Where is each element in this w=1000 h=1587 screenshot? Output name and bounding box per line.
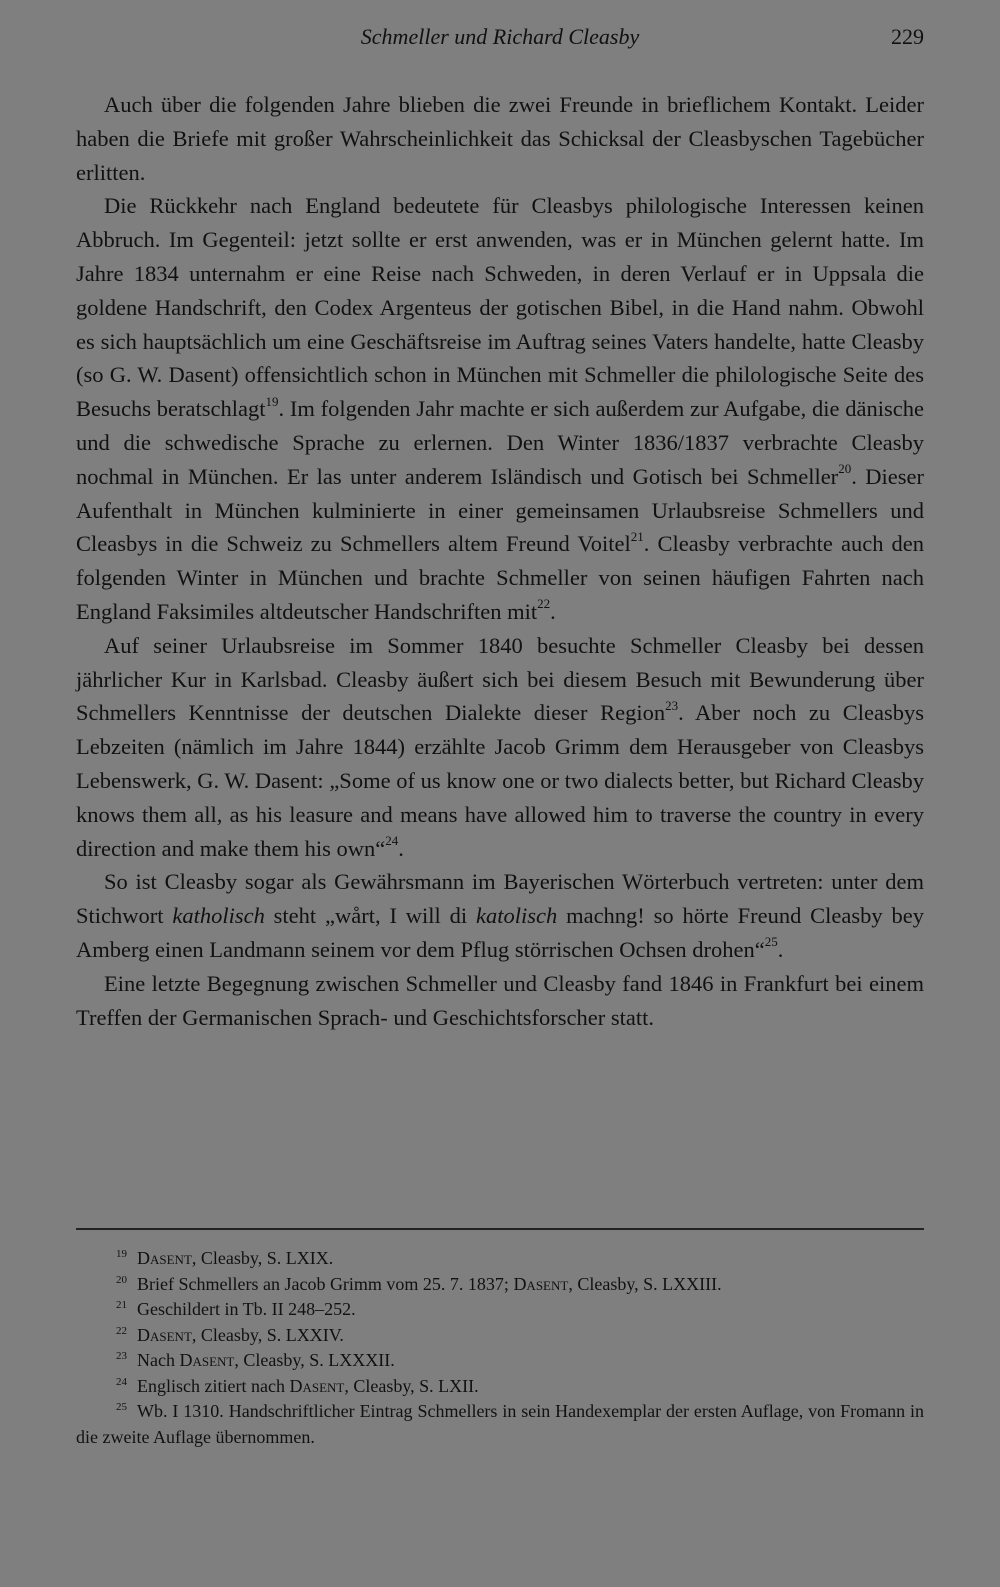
paragraph-text: So ist Cleasby sogar als Gewährsmann im Bayerischen Wörterbuch vertreten: unter dem Stichwort xyxy=(76,869,924,929)
paragraph-text: steht „wårt, I will di xyxy=(264,903,476,929)
paragraph-text: machng! so hörte Freund Cleasby bey Amberg einen Landmann seinem vor dem Pflug störrischen Ochsen drohen“ xyxy=(76,903,924,962)
footnote-ref-19[interactable]: 19 xyxy=(265,393,279,409)
footnote-19: 19 Dasent, Cleasby, S. LXIX. xyxy=(116,1248,334,1268)
footnote-21: 21 Geschildert in Tb. II 248–252. xyxy=(116,1299,356,1319)
footnotes xyxy=(76,1246,924,1450)
footnote-25: 25 Wb. I 1310. Handschriftlicher Eintrag Schmellers in sein Handexemplar der ersten Auflage, von Fromann in die zweite Auflage übernommen. xyxy=(76,1401,924,1447)
paragraph-text: . Im folgenden Jahr machte er sich außerdem zur Aufgabe, die dänische und die schwedische Sprache zu erlernen. Den Winter 1836/1837 verbrachte Cleasby nochmal in München. Er las unter anderem Isländisch und Gotisch bei Schmeller xyxy=(76,396,924,489)
paragraph-text: Die Rückkehr nach England bedeutete für Cleasbys philologische Interessen keinen Abbruch. Im Gegenteil: jetzt sollte er erst anwenden, was er in München gelernt hatte. Im Jahre 1834 unternahm er eine Reise nach Schweden, in deren Verlauf er in Uppsala die goldene Handschrift, den Codex Argenteus der gotischen Bibel, in die Hand nahm. Obwohl es sich hauptsächlich um eine Geschäftsreise im Auftrag seines Vaters handelte, hatte Cleasby (so G. W. Dasent) offensichtlich schon in München mit Schmeller die philologische Seite des Besuchs beratschlagt xyxy=(76,193,924,422)
footnote-ref-20[interactable]: 20 xyxy=(838,461,852,477)
italic-term: katholisch xyxy=(172,903,265,929)
author-name: Dasent xyxy=(137,1324,192,1345)
running-head: Schmeller und Richard Cleasby xyxy=(360,24,640,49)
footnote-text: , Cleasby, S. LXIX. xyxy=(191,1248,334,1268)
paragraph-text: . Cleasby verbrachte auch den folgenden Winter in München und brachte Schmeller von seinen häufigen Fahrten nach England Faksimiles altdeutscher Handschriften mit xyxy=(76,531,924,624)
paragraph-text: . xyxy=(777,936,784,962)
page-header xyxy=(76,24,924,54)
paragraph-text: . xyxy=(398,835,404,861)
footnote-ref-24[interactable]: 24 xyxy=(385,833,399,849)
footnote-text: , Cleasby, S. LXXIII. xyxy=(568,1273,722,1294)
footnote-divider xyxy=(76,1228,924,1230)
footnote-text: Wb. I 1310. Handschriftlicher Eintrag Schmellers in sein Handexemplar der ersten Auflage, von Fromann in die zweite Auflage übernommen. xyxy=(76,1401,924,1447)
footnote-20: 20 Brief Schmellers an Jacob Grimm vom 25. 7. 1837; Dasent, Cleasby, S. LXXIII. xyxy=(116,1273,722,1294)
page-number: 229 xyxy=(891,24,924,49)
author-name: Dasent xyxy=(289,1375,345,1396)
footnote-text: Geschildert in Tb. II 248–252. xyxy=(137,1299,356,1319)
author-name: Dasent xyxy=(179,1350,235,1370)
footnote-ref-21[interactable]: 21 xyxy=(630,528,644,544)
footnote-22: 22 Dasent, Cleasby, S. LXXIV. xyxy=(116,1324,344,1345)
footnote-text: Brief Schmellers an Jacob Grimm vom 25. 7. 1837; xyxy=(137,1273,514,1294)
footnote-text: , Cleasby, S. LXII. xyxy=(344,1375,479,1396)
footnote-ref-25[interactable]: 25 xyxy=(764,934,778,950)
body-text xyxy=(76,88,924,1034)
paragraph-1 xyxy=(76,88,924,189)
paragraph-5 xyxy=(76,967,924,1035)
author-name: Dasent xyxy=(137,1248,192,1268)
paragraph-text: . xyxy=(550,598,556,624)
paragraph-4 xyxy=(76,865,924,966)
footnote-ref-23[interactable]: 23 xyxy=(665,697,679,713)
paragraph-text: . Aber noch zu Cleasbys Lebzeiten (nämlich im Jahre 1844) erzählte Jacob Grimm dem Herausgeber von Cleasbys Lebenswerk, G. W. Dasent: „Some of us know one or two dialects better, but Richard Cleasby knows them all, as his leasure and means have allowed him to traverse the country in every direction and make them his own“ xyxy=(76,700,924,861)
paragraph-text: Eine letzte Begegnung zwischen Schmeller und Cleasby fand 1846 in Frankfurt bei einem Treffen der Germanischen Sprach- und Geschichtsforscher statt. xyxy=(76,970,924,1030)
paragraph-text: . Dieser Aufenthalt in München kulminierte in einer gemeinsamen Urlaubsreise Schmellers und Cleasbys in die Schweiz zu Schmellers altem Freund Voitel xyxy=(76,463,924,557)
italic-term: katolisch xyxy=(476,903,558,929)
footnote-text: Nach xyxy=(137,1350,180,1370)
footnote-23: 23 Nach Dasent, Cleasby, S. LXXXII. xyxy=(116,1350,395,1370)
paragraph-text: Auf seiner Urlaubsreise im Sommer 1840 besuchte Schmeller Cleasby bei dessen jährlicher Kur in Karlsbad. Cleasby äußert sich bei diesem Besuch mit Bewunderung über Schmellers Kenntnisse der deutschen Dialekte dieser Region xyxy=(76,632,924,726)
paragraph-2 xyxy=(76,189,924,628)
paragraph-text: Auch über die folgenden Jahre blieben die zwei Freunde in brieflichem Kontakt. Leider haben die Briefe mit großer Wahrscheinlichkeit das Schicksal der Cleasbyschen Tagebücher erlitten. xyxy=(76,92,924,185)
author-name: Dasent xyxy=(513,1273,569,1294)
footnote-text: , Cleasby, S. LXXXII. xyxy=(234,1350,395,1370)
footnote-text: Englisch zitiert nach xyxy=(137,1375,290,1396)
paragraph-3 xyxy=(76,629,924,866)
footnote-text: , Cleasby, S. LXXIV. xyxy=(191,1324,344,1345)
footnote-24: 24 Englisch zitiert nach Dasent, Cleasby, S. LXII. xyxy=(116,1375,479,1396)
footnote-ref-22[interactable]: 22 xyxy=(537,596,551,612)
